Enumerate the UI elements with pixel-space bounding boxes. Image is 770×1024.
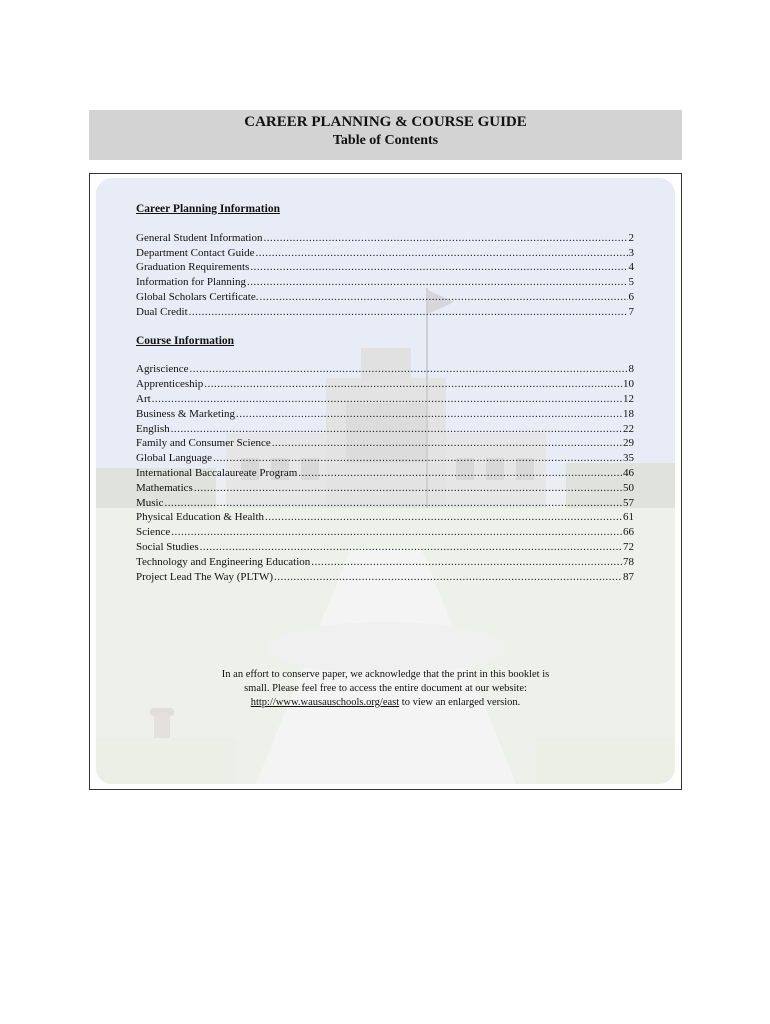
notice-line-3	[90, 696, 681, 710]
toc-entry-page-number: 35	[623, 452, 634, 465]
toc-entry-label: Project Lead The Way (PLTW)	[136, 570, 273, 583]
dot-leader	[256, 246, 628, 261]
dot-leader	[236, 407, 622, 422]
toc-entry-page-number: 87	[623, 570, 634, 583]
toc-entry[interactable]	[136, 362, 634, 377]
toc-entry[interactable]	[136, 525, 634, 540]
dot-leader	[247, 275, 628, 290]
toc-entry[interactable]	[136, 540, 634, 555]
dot-leader	[311, 555, 622, 570]
toc-entry-label: Art	[136, 392, 151, 405]
toc-entry-page-number: 72	[623, 540, 634, 553]
toc-entry-page-number: 78	[623, 555, 634, 568]
toc-entry[interactable]	[136, 570, 634, 585]
dot-leader	[189, 305, 628, 320]
toc-entry[interactable]	[136, 260, 634, 275]
dot-leader	[274, 570, 622, 585]
toc-entry-label: Dual Credit	[136, 305, 188, 318]
dot-leader	[265, 510, 622, 525]
dot-leader	[213, 451, 622, 466]
toc-entry-label: International Baccalaureate Program	[136, 466, 298, 479]
toc-entry-label: Music	[136, 496, 164, 509]
toc-entry-page-number: 5	[628, 276, 634, 289]
toc-entry-label: Global Language	[136, 452, 213, 465]
toc-entry-label: Business & Marketing	[136, 407, 235, 420]
toc-entry-label: Apprenticeship	[136, 378, 204, 391]
toc-entry-page-number: 61	[623, 511, 634, 524]
website-link[interactable]: http://www.wausauschools.org/east	[250, 697, 400, 708]
toc-entry[interactable]	[136, 275, 634, 290]
section-heading-course: Course Information	[136, 334, 235, 347]
dot-leader	[194, 481, 622, 496]
toc-entry[interactable]	[136, 377, 634, 392]
document-subtitle: Table of Contents	[332, 133, 439, 148]
dot-leader	[200, 540, 622, 555]
toc-entry-page-number: 50	[623, 481, 634, 494]
toc-entry-label: Family and Consumer Science	[136, 437, 271, 450]
toc-entry[interactable]	[136, 305, 634, 320]
toc-entry-page-number: 12	[623, 392, 634, 405]
toc-entry-label: Information for Planning	[136, 276, 246, 289]
dot-leader	[165, 496, 623, 511]
toc-entry-page-number: 57	[623, 496, 634, 509]
dot-leader	[250, 260, 627, 275]
toc-entry-page-number: 8	[628, 363, 634, 376]
toc-entry-page-number: 6	[628, 290, 634, 303]
toc-entry-page-number: 3	[628, 246, 634, 259]
toc-entry[interactable]	[136, 422, 634, 437]
toc-entry-page-number: 46	[623, 466, 634, 479]
toc-entry[interactable]	[136, 436, 634, 451]
toc-entry[interactable]	[136, 392, 634, 407]
table-of-contents	[136, 174, 634, 584]
toc-entry[interactable]	[136, 451, 634, 466]
toc-entry-page-number: 22	[623, 422, 634, 435]
dot-leader	[190, 362, 628, 377]
conserve-paper-notice	[90, 668, 681, 710]
course-item-list	[136, 362, 634, 584]
toc-entry-label: Global Scholars Certificate.	[136, 290, 259, 303]
toc-entry-label: General Student Information	[136, 231, 263, 244]
notice-line-1: In an effort to conserve paper, we acknowledge that the print in this booklet is	[221, 669, 550, 680]
toc-entry-label: English	[136, 422, 170, 435]
dot-leader	[298, 466, 622, 481]
dot-leader	[171, 525, 622, 540]
dot-leader	[263, 231, 627, 246]
toc-entry-label: Science	[136, 526, 171, 539]
dot-leader	[152, 392, 622, 407]
dot-leader	[272, 436, 622, 451]
section-heading-career: Career Planning Information	[136, 203, 280, 215]
career-item-list	[136, 231, 634, 320]
toc-entry-page-number: 2	[628, 231, 634, 244]
toc-entry[interactable]	[136, 481, 634, 496]
toc-entry-page-number: 18	[623, 407, 634, 420]
toc-entry[interactable]	[136, 407, 634, 422]
toc-entry[interactable]	[136, 466, 634, 481]
content-frame	[89, 173, 682, 790]
dot-leader	[260, 290, 628, 305]
toc-entry-label: Agriscience	[136, 363, 189, 376]
header-band	[89, 110, 682, 160]
toc-entry-page-number: 66	[623, 526, 634, 539]
toc-entry[interactable]	[136, 231, 634, 246]
toc-entry-page-number: 29	[623, 437, 634, 450]
dot-leader	[204, 377, 622, 392]
toc-entry-page-number: 4	[628, 261, 634, 274]
notice-line-2: small. Please feel free to access the entire document at our website:	[244, 683, 527, 694]
toc-entry[interactable]	[136, 510, 634, 525]
toc-entry[interactable]	[136, 246, 634, 261]
toc-entry-page-number: 10	[623, 378, 634, 391]
toc-entry[interactable]	[136, 496, 634, 511]
toc-entry-label: Department Contact Guide	[136, 246, 255, 259]
dot-leader	[171, 422, 622, 437]
toc-entry[interactable]	[136, 555, 634, 570]
toc-entry-label: Physical Education & Health	[136, 511, 264, 524]
toc-entry-page-number: 7	[628, 305, 634, 318]
toc-entry-label: Mathematics	[136, 481, 193, 494]
toc-entry-label: Social Studies	[136, 540, 199, 553]
toc-entry[interactable]	[136, 290, 634, 305]
toc-entry-label: Technology and Engineering Education	[136, 555, 311, 568]
toc-entry-label: Graduation Requirements	[136, 261, 250, 274]
document-title: CAREER PLANNING & COURSE GUIDE	[244, 114, 527, 130]
notice-line-3-rest: to view an enlarged version.	[399, 697, 521, 708]
